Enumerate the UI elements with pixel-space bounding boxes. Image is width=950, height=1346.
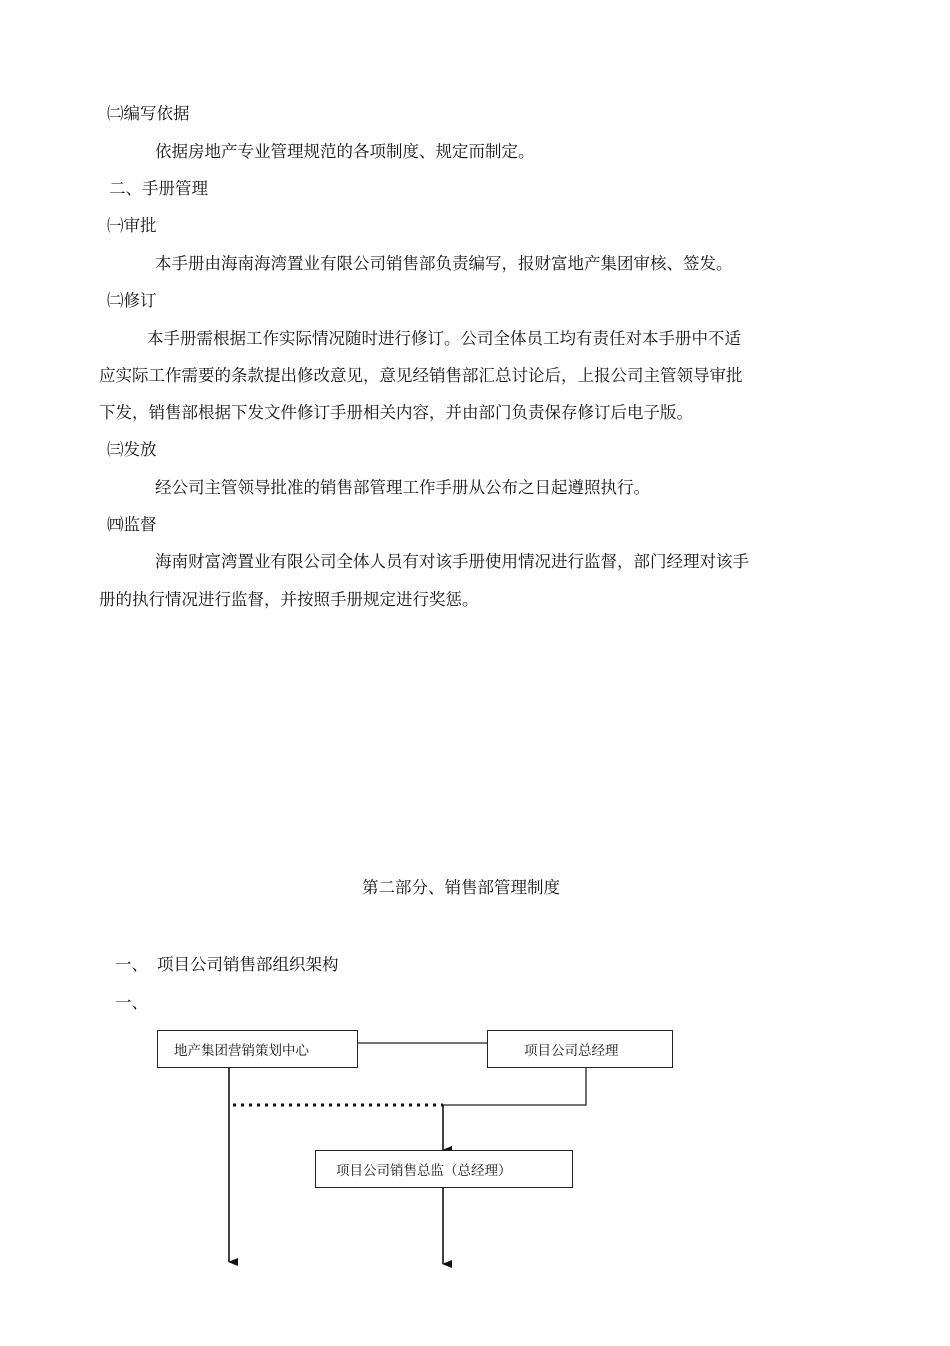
org-box-sales-director — [315, 1150, 573, 1188]
part-title: 第二部分、销售部管理制度 — [362, 878, 560, 897]
text-line-11: 经公司主管领导批准的销售部管理工作手册从公布之日起遵照执行。 — [155, 478, 650, 497]
text-line-5: 本手册由海南海湾置业有限公司销售部负责编写，报财富地产集团审核、签发。 — [155, 254, 733, 273]
org-box-general-manager-label: 项目公司总经理 — [524, 1043, 619, 1059]
text-line-12: ㈣监督 — [107, 515, 157, 534]
text-line-2: 依据房地产专业管理规范的各项制度、规定而制定。 — [155, 142, 535, 161]
text-line-14: 册的执行情况进行监督，并按照手册规定进行奖惩。 — [99, 590, 479, 609]
text-line-1: ㈡编写依据 — [107, 104, 190, 123]
text-line-9: 下发，销售部根据下发文件修订手册相关内容，并由部门负责保存修订后电子版。 — [99, 403, 693, 422]
section-subheading: 一、 — [115, 993, 148, 1012]
text-line-8: 应实际工作需要的条款提出修改意见，意见经销售部汇总讨论后，上报公司主管领导审批 — [99, 366, 743, 385]
text-line-3: 二、手册管理 — [109, 179, 208, 198]
text-line-13: 海南财富湾置业有限公司全体人员有对该手册使用情况进行监督，部门经理对该手 — [155, 552, 749, 571]
org-box-group-marketing — [157, 1030, 358, 1068]
text-line-7: 本手册需根据工作实际情况随时进行修订。公司全体员工均有责任对本手册中不适 — [147, 329, 741, 348]
org-box-general-manager — [487, 1030, 673, 1068]
section-heading-text: 项目公司销售部组织架构 — [157, 955, 339, 974]
connector-gm — [443, 1067, 586, 1105]
text-line-6: ㈡修订 — [107, 291, 157, 310]
org-box-group-marketing-label: 地产集团营销策划中心 — [174, 1043, 309, 1059]
org-box-sales-director-label: 项目公司销售总监（总经理） — [336, 1163, 512, 1179]
text-line-10: ㈢发放 — [107, 440, 157, 459]
text-line-4: ㈠审批 — [107, 216, 157, 235]
section-heading-number: 一、 — [115, 955, 148, 974]
